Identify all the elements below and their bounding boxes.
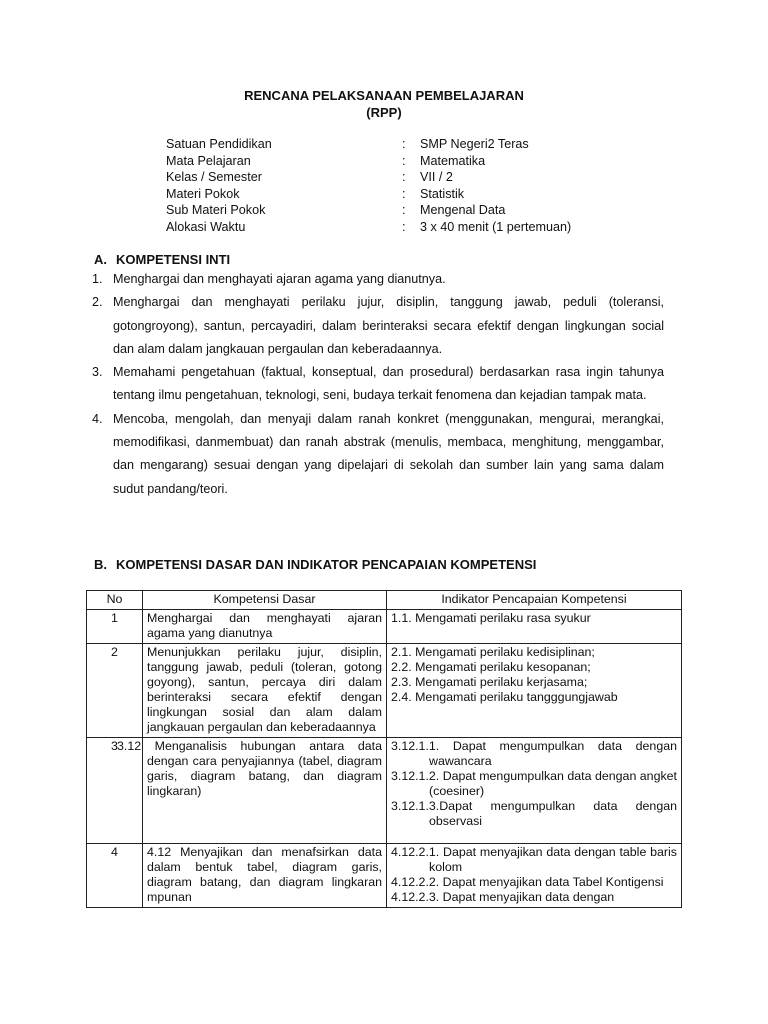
- identity-label: Kelas / Semester: [166, 170, 262, 185]
- identity-row: [166, 219, 571, 236]
- identity-value: Matematika: [420, 153, 486, 168]
- table-row: [87, 844, 682, 908]
- indicator-item: 2.1. Mengamati perilaku kedisiplinan;: [391, 645, 595, 659]
- list-item-text: Memahami pengetahuan (faktual, konseptual, dan prosedural) berdasarkan rasa ingin tahunya tentang ilmu pengetahuan, teknologi, seni, budaya terkait fenomena dan kejadian tampak mata.: [113, 365, 664, 403]
- indicator-item: 1.1. Mengamati perilaku rasa syukur: [391, 611, 591, 625]
- list-item-number: 3.: [92, 365, 103, 380]
- identity-value: SMP Negeri2 Teras: [420, 137, 529, 151]
- column-header-ipk: Indikator Pencapaian Kompetensi: [387, 591, 682, 610]
- list-item: [92, 361, 664, 408]
- document-subtitle: (RPP): [366, 105, 402, 120]
- list-item-text: Menghargai dan menghayati ajaran agama yang dianutnya.: [113, 272, 446, 286]
- indicator-item: 2.2. Mengamati perilaku kesopanan;: [391, 660, 591, 674]
- column-header-kd: Kompetensi Dasar: [143, 591, 387, 610]
- kompetensi-dasar-table: [86, 590, 682, 908]
- document-title: RENCANA PELAKSANAAN PEMBELAJARAN: [244, 88, 524, 103]
- row-indikator: [387, 610, 682, 644]
- identity-value: Statistik: [420, 186, 465, 201]
- section-a-number: A.: [94, 252, 107, 267]
- row-kompetensi-dasar: Menghargai dan menghayati ajaran agama yang dianutnya: [143, 610, 387, 644]
- identity-label: Materi Pokok: [166, 186, 240, 201]
- identity-value: Mengenal Data: [420, 203, 506, 218]
- list-item: [92, 408, 664, 501]
- identity-colon: :: [402, 219, 406, 234]
- row-number: 2: [87, 644, 143, 738]
- row-kompetensi-dasar: 3.12 Menganalisis hubungan antara data dengan cara penyajiannya (tabel, diagram garis, diagram batang, dan diagram lingkaran): [143, 738, 387, 844]
- row-number: 3: [87, 738, 143, 844]
- list-item-text: Menghargai dan menghayati perilaku jujur, disiplin, tanggung jawab, peduli (toleransi, gotongroyong), santun, percayadiri, dalam berinteraksi secara efektif dengan lingkungan social dan alam dalam jangkauan pergaulan dan keberadaannya.: [113, 295, 664, 356]
- indicator-item: 3.12.1.2. Dapat mengumpulkan data dengan angket (coesiner): [391, 769, 677, 798]
- indicator-item: 2.4. Mengamati perilaku tangggungjawab: [391, 690, 618, 704]
- section-a-heading: [94, 252, 230, 267]
- identity-label: Satuan Pendidikan: [166, 137, 272, 151]
- identity-row: [166, 186, 571, 203]
- row-indikator: [387, 644, 682, 738]
- identity-row: [166, 136, 571, 153]
- row-number: 1: [87, 610, 143, 644]
- identity-colon: :: [402, 170, 406, 185]
- table-row: [87, 738, 682, 844]
- section-a-title: KOMPETENSI INTI: [116, 252, 231, 267]
- list-item-number: 1.: [92, 272, 103, 286]
- indicator-item: 2.3. Mengamati perilaku kerjasama;: [391, 675, 588, 689]
- identity-label: Sub Materi Pokok: [166, 203, 266, 218]
- document-title-block: [0, 87, 768, 121]
- indicator-item: 4.12.2.2. Dapat menyajikan data Tabel Kontigensi: [391, 875, 664, 889]
- row-indikator: [387, 844, 682, 908]
- section-b-heading: [94, 557, 536, 572]
- row-kompetensi-dasar: 4.12 Menyajikan dan menafsirkan data dalam bentuk tabel, diagram garis, diagram batang, dan diagram lingkaran mpunan: [143, 844, 387, 908]
- indicator-item: 3.12.1.1. Dapat mengumpulkan data dengan wawancara: [391, 739, 677, 768]
- identity-block: [166, 136, 571, 236]
- identity-label: Mata Pelajaran: [166, 153, 251, 168]
- kompetensi-inti-list: [92, 268, 664, 501]
- list-item-text: Mencoba, mengolah, dan menyaji dalam ranah konkret (menggunakan, mengurai, merangkai, memodifikasi, danmembuat) dan ranah abstrak (menulis, membaca, menghitung, menggambar, dan mengarang) sesuai dengan yang dipelajari di sekolah dan sumber lain yang sama dalam sudut pandang/teori.: [113, 411, 664, 496]
- identity-row: [166, 169, 571, 186]
- indicator-item: 4.12.2.3. Dapat menyajikan data dengan: [391, 890, 615, 904]
- identity-colon: :: [402, 203, 406, 218]
- list-item: [92, 268, 664, 291]
- table-header-row: [87, 591, 682, 610]
- identity-colon: :: [402, 153, 406, 168]
- identity-value: 3 x 40 menit (1 pertemuan): [420, 219, 572, 234]
- row-indikator: [387, 738, 682, 844]
- indicator-item: 3.12.1.3.Dapat mengumpulkan data dengan observasi: [391, 799, 677, 828]
- list-item: [92, 291, 664, 361]
- identity-colon: :: [402, 186, 406, 201]
- table-row: [87, 644, 682, 738]
- table-row: [87, 610, 682, 644]
- identity-row: [166, 202, 571, 219]
- identity-row: [166, 153, 571, 170]
- cell-spacer: [391, 829, 677, 841]
- indicator-item: 4.12.2.1. Dapat menyajikan data dengan table baris kolom: [391, 845, 677, 874]
- identity-value: VII / 2: [420, 170, 453, 185]
- column-header-no: No: [87, 591, 143, 610]
- section-b-number: B.: [94, 557, 107, 572]
- row-number: 4: [87, 844, 143, 908]
- row-kompetensi-dasar: Menunjukkan perilaku jujur, disiplin, tanggung jawab, peduli (toleran, gotong goyong), santun, percaya diri dalam berinteraksi secara efektif dengan lingkungan sosial dan alam dalam jangkauan pergaulan dan keberadaannya: [143, 644, 387, 738]
- identity-label: Alokasi Waktu: [166, 219, 246, 234]
- identity-colon: :: [402, 137, 406, 151]
- list-item-number: 4.: [92, 411, 103, 426]
- list-item-number: 2.: [92, 295, 103, 310]
- section-b-title: KOMPETENSI DASAR DAN INDIKATOR PENCAPAIAN KOMPETENSI: [116, 557, 537, 572]
